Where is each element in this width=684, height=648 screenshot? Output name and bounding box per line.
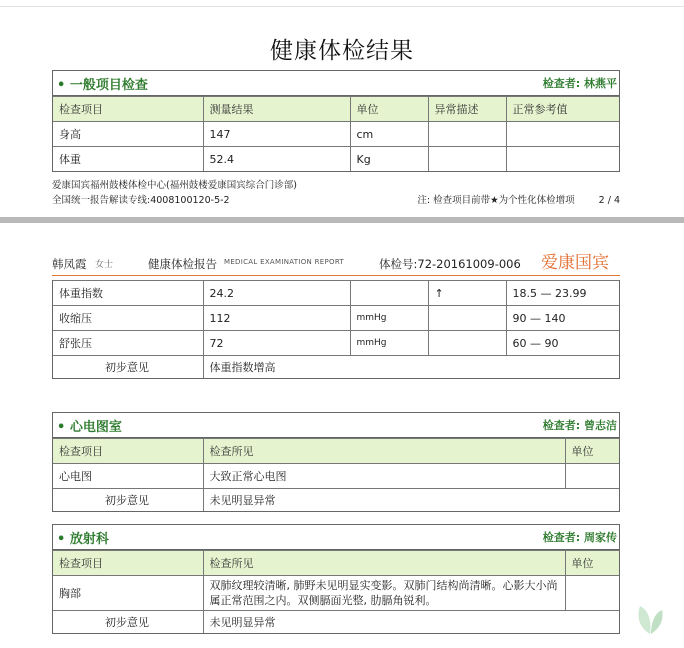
col-header: 检查项目 (53, 439, 203, 464)
result-cell: 52.4 (203, 147, 350, 172)
ref-cell (506, 147, 619, 172)
inspector: 检查者: 林燕平 (542, 77, 617, 90)
table-row (53, 122, 619, 147)
summary-table (53, 610, 619, 633)
summary-value: 未见明显异常 (203, 489, 619, 512)
page-footer (52, 177, 620, 206)
ref-cell: 18.5 — 23.99 (506, 281, 619, 306)
ecg-section (52, 412, 620, 512)
ref-cell (506, 122, 619, 147)
ref-cell: 90 — 140 (506, 306, 619, 331)
page-separator (0, 217, 684, 223)
unit-cell (565, 464, 619, 489)
general-exam-header (53, 71, 619, 96)
result-cell: 24.2 (203, 281, 350, 306)
footer-org: 爱康国宾福州鼓楼体检中心(福州鼓楼爱康国宾综合门诊部) (52, 180, 297, 191)
unit-cell (565, 576, 619, 611)
section-title: • 心电图室 (57, 419, 122, 435)
section-title: • 放射科 (57, 531, 109, 547)
abnormal-cell (428, 331, 506, 356)
top-divider (0, 6, 684, 7)
summary-row (53, 356, 619, 379)
col-header: 单位 (565, 439, 619, 464)
patient-name: 韩凤霞 (52, 257, 87, 271)
table-header-row (53, 97, 619, 122)
item-cell: 体重指数 (53, 281, 203, 306)
summary-label: 初步意见 (53, 356, 203, 379)
result-cell: 112 (203, 306, 350, 331)
col-header: 检查项目 (53, 97, 203, 122)
col-header: 检查所见 (203, 439, 565, 464)
result-cell: 147 (203, 122, 350, 147)
result-cell: 72 (203, 331, 350, 356)
page-title: 健康体检结果 (270, 38, 414, 64)
item-cell: 收缩压 (53, 306, 203, 331)
general-exam-table-cont (53, 280, 619, 355)
summary-table (53, 355, 619, 378)
inspector: 检查者: 曾志洁 (542, 419, 617, 432)
unit-cell: mmHg (350, 331, 428, 356)
table-row (53, 331, 619, 356)
ecg-table (53, 438, 619, 488)
radiology-section (52, 524, 620, 634)
footer-hotline: 全国统一报告解读专线:4008100120-5-2 (52, 195, 230, 206)
unit-cell (350, 281, 428, 306)
finding-cell: 双肺纹理较清晰, 肺野未见明显实变影。双肺门结构尚清晰。心影大小尚属正常范围之内。双侧膈面光整, 肋膈角锐利。 (203, 576, 565, 611)
col-header: 检查所见 (203, 551, 565, 576)
col-header: 异常描述 (428, 97, 506, 122)
col-header: 测量结果 (203, 97, 350, 122)
col-header: 单位 (565, 551, 619, 576)
general-exam-continued (52, 280, 620, 379)
radiology-header (53, 525, 619, 550)
section-title: • 一般项目检查 (57, 77, 148, 93)
col-header: 单位 (350, 97, 428, 122)
report-title-en: MEDICAL EXAMINATION REPORT (224, 258, 345, 266)
table-row (53, 281, 619, 306)
abnormal-cell (428, 122, 506, 147)
summary-value: 未见明显异常 (203, 611, 619, 634)
summary-table (53, 488, 619, 511)
col-header: 检查项目 (53, 551, 203, 576)
exam-number: 体检号:72-20161009-006 (379, 257, 521, 271)
abnormal-cell (428, 306, 506, 331)
unit-cell: mmHg (350, 306, 428, 331)
inspector: 检查者: 周家传 (542, 531, 617, 544)
summary-label: 初步意见 (53, 611, 203, 634)
item-cell: 身高 (53, 122, 203, 147)
item-cell: 舒张压 (53, 331, 203, 356)
table-header-row (53, 551, 619, 576)
summary-row (53, 489, 619, 512)
report-header (52, 248, 620, 276)
report-title: 健康体检报告 (148, 257, 217, 271)
summary-value: 体重指数增高 (203, 356, 619, 379)
abnormal-cell: ↑ (428, 281, 506, 306)
summary-row (53, 611, 619, 634)
finding-cell: 大致正常心电图 (203, 464, 565, 489)
item-cell: 体重 (53, 147, 203, 172)
item-cell: 胸部 (53, 576, 203, 611)
ecg-header (53, 413, 619, 438)
unit-cell: cm (350, 122, 428, 147)
unit-cell: Kg (350, 147, 428, 172)
ref-cell: 60 — 90 (506, 331, 619, 356)
general-exam-table (53, 96, 619, 171)
table-row (53, 306, 619, 331)
table-row (53, 576, 619, 611)
table-row (53, 464, 619, 489)
abnormal-cell (428, 147, 506, 172)
item-cell: 心电图 (53, 464, 203, 489)
radiology-table (53, 550, 619, 610)
brand-logo-text: 爱康国宾 (541, 253, 609, 273)
table-header-row (53, 439, 619, 464)
leaf-logo-icon (630, 598, 670, 638)
footer-note: 注: 检查项目前带★为个性化体检增项 (417, 195, 575, 206)
page-number: 2 / 4 (598, 195, 620, 206)
col-header: 正常参考值 (506, 97, 619, 122)
table-row (53, 147, 619, 172)
summary-label: 初步意见 (53, 489, 203, 512)
patient-gender: 女士 (95, 260, 114, 270)
general-exam-section (52, 70, 620, 172)
